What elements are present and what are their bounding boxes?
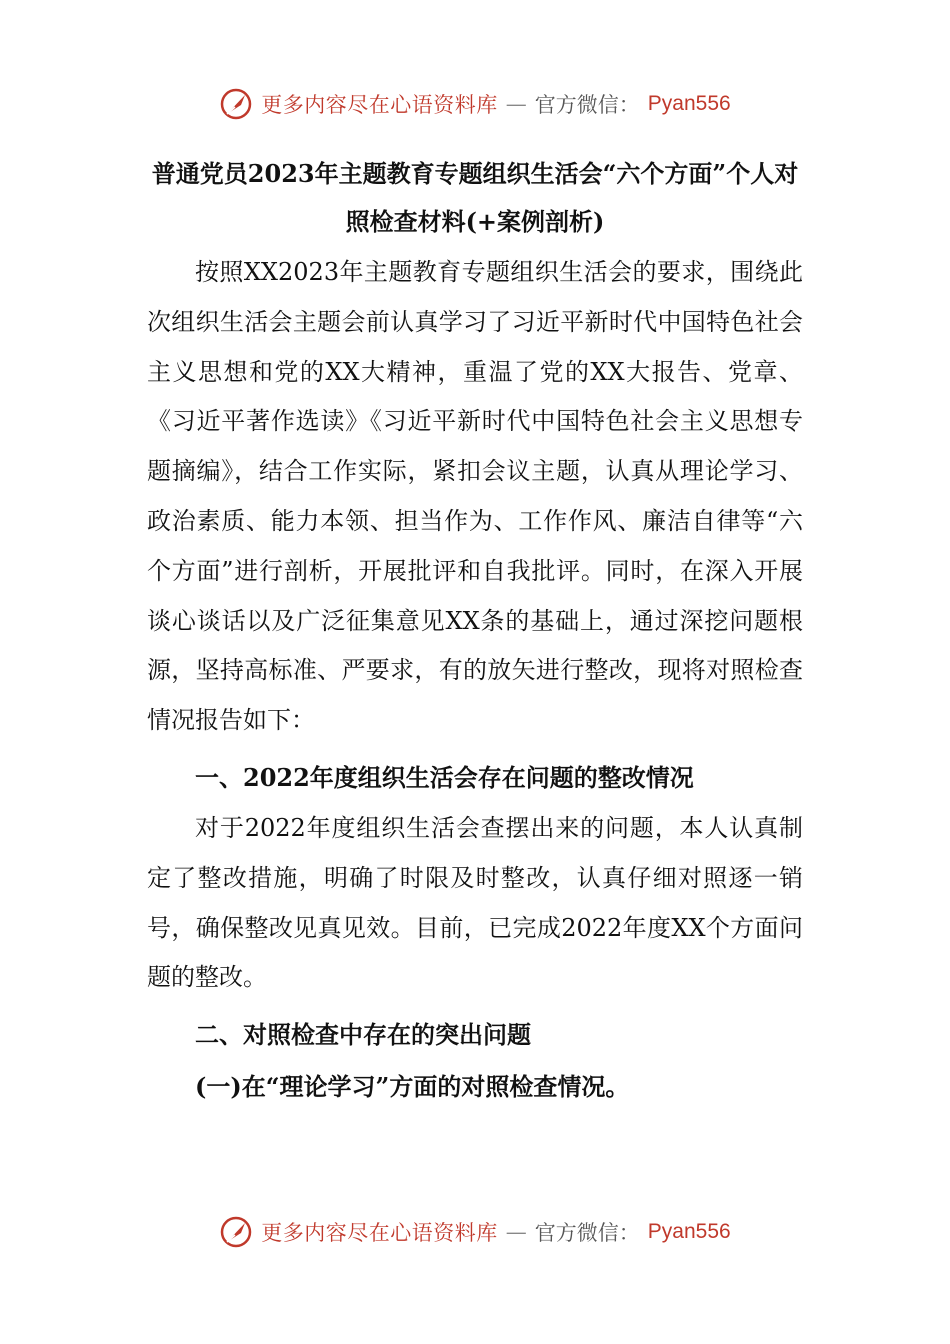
quill-logo-icon — [219, 87, 253, 121]
section1-paragraph: 对于2022年度组织生活会查摆出来的问题，本人认真制定了整改措施，明确了时限及时整改，认真仔细对照逐一销号，确保整改见真见效。目前，已完成2022年度XX个方面问题的整改。 — [147, 813, 803, 992]
subsection1-heading: (一)在“理论学习”方面的对照检查情况。 — [195, 1072, 630, 1102]
document-title: 普通党员2023年主题教育专题组织生活会“六个方面”个人对照检查材料(+案例剖析) — [151, 159, 799, 236]
footer-watermark — [0, 1212, 950, 1252]
section2-heading: 二、对照检查中存在的突出问题 — [195, 1020, 531, 1050]
watermark-brand: 更多内容尽在心语资料库 — [261, 1221, 498, 1245]
quill-logo-icon — [219, 1215, 253, 1249]
watermark-dash: — — [505, 92, 527, 116]
watermark-wechat-label: 官方微信： — [534, 93, 640, 117]
watermark-wechat-id: Pyan556 — [647, 92, 731, 115]
watermark-wechat-id: Pyan556 — [647, 1220, 731, 1243]
header-watermark — [0, 84, 950, 124]
intro-paragraph: 按照XX2023年主题教育专题组织生活会的要求，围绕此次组织生活会主题会前认真学习了习近平新时代中国特色社会主义思想和党的XX大精神，重温了党的XX大报告、党章、《习近平著作选读》《习近平新时代中国特色社会主义思想专题摘编》，结合工作实际，紧扣会议主题，认真从理论学习、政治素质、能力本领、担当作为、工作作风、廉洁自律等“六个方面”进行剖析，开展批评和自我批评。同时，在深入开展谈心谈话以及广泛征集意见XX条的基础上，通过深挖问题根源，坚持高标准、严要求，有的放矢进行整改，现将对照检查情况报告如下： — [147, 258, 803, 735]
section1-heading: 一、2022年度组织生活会存在问题的整改情况 — [195, 762, 694, 792]
watermark-wechat-label: 官方微信： — [534, 1221, 640, 1245]
watermark-brand: 更多内容尽在心语资料库 — [261, 93, 498, 117]
watermark-dash: — — [505, 1220, 527, 1244]
document-body — [147, 150, 803, 1113]
